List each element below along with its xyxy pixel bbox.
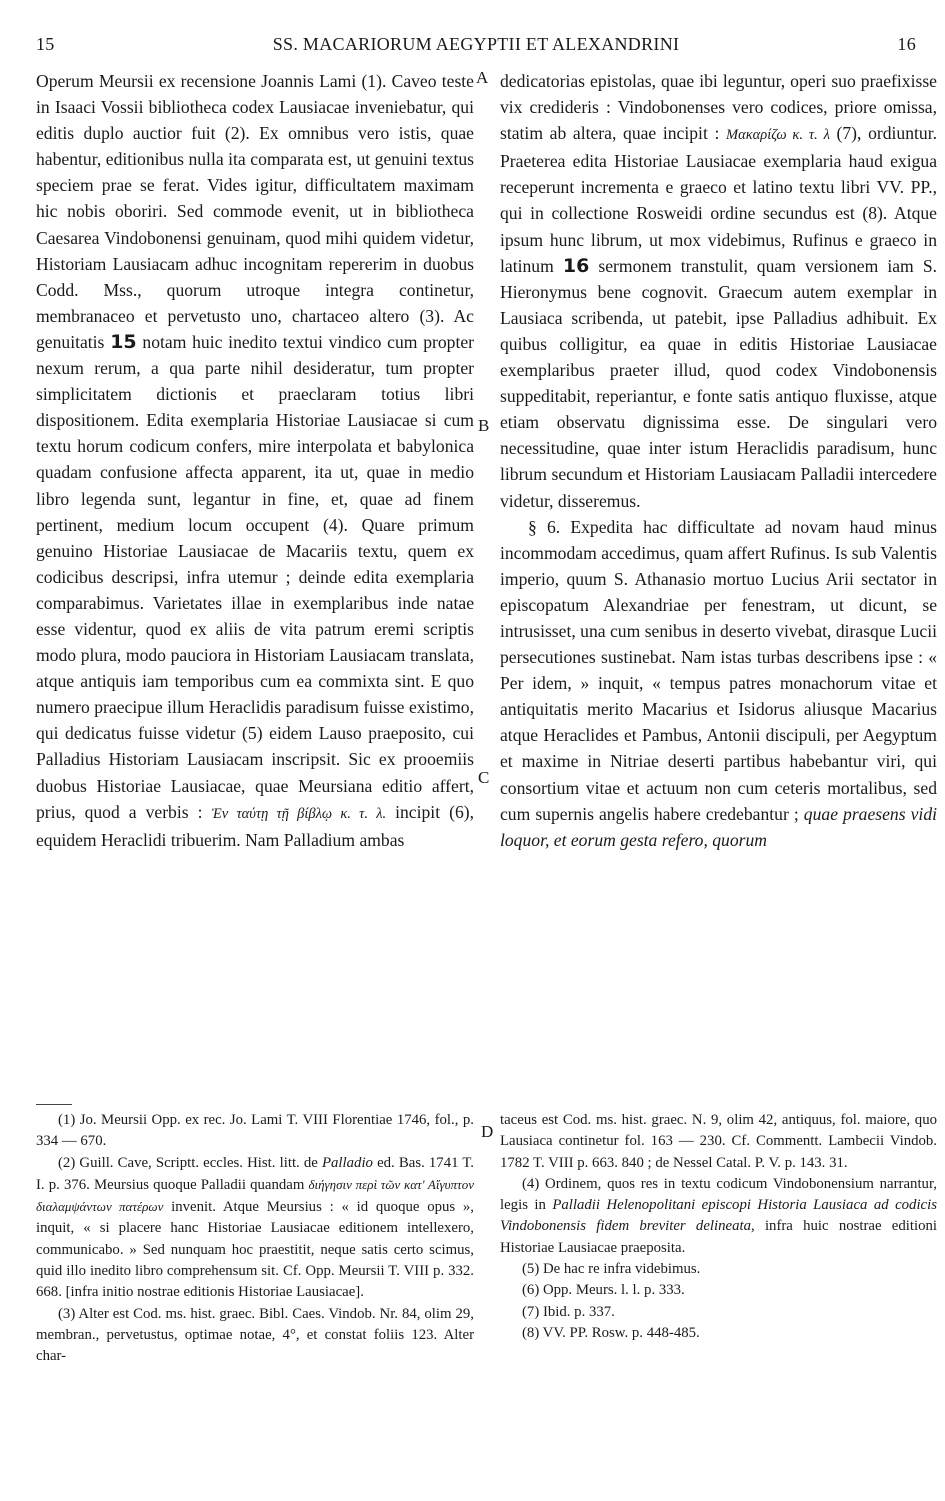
left-text-3: incipit (6), equidem Heraclidi tribuerim. Nam Palladium ambas — [36, 801, 474, 850]
footnotes-left — [36, 1110, 474, 1368]
footnote-3-continued: taceus est Cod. ms. hist. graec. N. 9, olim 42, antiquus, fol. maiore, quo Lausiaca continetur fol. 163 — 230. Cf. Commentt. Lambecii Vindob. 1782 T. VIII p. 663. 840 ; de Nessel Catal. P. V. p. 143. 31. — [500, 1112, 937, 1171]
running-title: SS. MACARIORUM AEGYPTII ET ALEXANDRINI — [272, 34, 680, 54]
footnote-2-text-c: invenit. Atque Meursius : « id quoque opus », inquit, « si placere hanc Historiae Lausiacae editionem intellexero, communicabo. » Sed nunquam hoc praestitit, neque satis certo scimus, quid illo inedito libro comprehensum sit. Cf. Opp. Meursii T. VIII p. 332. 668. [infra initio nostrae editionis Historiae Lausiacae]. — [36, 1199, 474, 1301]
greek-quote-left: Ἐν ταύτῃ τῇ βίβλῳ κ. τ. λ. — [211, 805, 387, 822]
footnote-4-italic: Palladii Helenopolitani episcopi Historia Lausiaca ad codicis Vindobonensis fidem breviter delineata, — [500, 1197, 937, 1235]
right-column — [500, 68, 937, 853]
footnotes-right — [500, 1110, 937, 1344]
footnote-1: (1) Jo. Meursii Opp. ex rec. Jo. Lami T. VIII Florentiae 1746, fol., p. 334 — 670. — [36, 1112, 474, 1150]
right-text-3: sermonem transtulit, quam versionem iam S. Hieronymus bene cognovit. Graecum autem exemplar in Lausiaca scribenda, ut patebit, ipse Palladius adhibuit. Ex quibus colligitur, ea quae in editis Historiae Lausiacae exemplaribus praeter illud, quod codex Vindobonensis suppeditabit, reperiantur, e fonte satis antiquo fluxisse, atque etiam observatu dignissima esse. De singulari vero necessitudine, quae inter istum Heraclidis paradisum, hunc librum secundum et Historiam Lausiacam Palladii intercedere videtur, disseremus. — [500, 255, 937, 511]
footnote-5: (5) De hac re infra videbimus. — [522, 1261, 701, 1278]
page-number-left: 15 — [36, 34, 55, 54]
running-header — [36, 34, 916, 58]
footnote-2-greek: διήγησιν περὶ τῶν κατ' Αἴγυπτον διαλαμψάντων πατέρων — [36, 1176, 474, 1215]
left-paragraph — [36, 68, 474, 853]
right-paragraph-2 — [500, 514, 937, 853]
italic-quote: quae praesens vidi loquor, et eorum gesta refero, quorum — [500, 803, 937, 850]
footnote-8: (8) VV. PP. Rosw. p. 448-485. — [522, 1324, 700, 1341]
right-text-2: (7), ordiuntur. Praeterea edita Historiae Lausiacae exemplaria haud exigua receperunt incrementa e graeco et latino textu libri VV. PP., qui in collectione Rosweidi ordine secundus est (8). Atque ipsum hunc librum, ut mox videbimus, Rufinus e graeco in latinum — [500, 123, 937, 276]
footnote-2-text-a: (2) Guill. Cave, Scriptt. eccles. Hist. litt. de — [58, 1154, 318, 1171]
footnote-4-text-b: infra huic nostrae editioni Historiae Lausiacae praeposita. — [500, 1218, 937, 1256]
margin-letter-a: A — [476, 68, 489, 87]
greek-quote-right: Μακαρίζω κ. τ. λ — [726, 127, 830, 144]
left-text-2: notam huic inedito textui vindico cum propter nexum rerum, a qua parte nihil desideratur, tum propter simplicitatem dictionis et praeclaram totius libri dispositionem. Edita exemplaria Historiae Lausiacae si cum textu horum codicum confers, mire interpolata et babylonica quadam confusione affecta apparent, ita ut, quae in medio libro legenda sunt, legantur in fine, et, quae ad finem pertinent, medium locum occupent (4). Quare primum genuino Historiae Lausiacae de Macariis textu, quem ex codicibus descripsi, infra utemur ; deinde edita exemplaria comparabimus. Varietates illae in exemplaribus inde natae esse videntur, quod ex aliis de vita patrum eremi scriptis modo plura, modo pauciora in Historiam Lausiacam translata, atque antiquis iam temporibus cum ea commixta sint. E quo numero praecipue illum Heraclidis paradisum fuisse existimo, qui dedicatus fuisse videtur (5) eidem Lauso praeposito, cui Palladius Historiam Lausiacam inscripsit. Sic ex prooemiis duobus Historiae Lausiacae, quae Meursiana editio affert, prius, quod a verbis : — [36, 331, 474, 822]
footnote-4-text-a: (4) Ordinem, quos res in textu codicum Vindobonensium narrantur, legis in — [500, 1175, 937, 1214]
page-number-right: 16 — [897, 34, 916, 54]
footnote-2 — [36, 1153, 474, 1304]
left-text-1: Operum Meursii ex recensione Joannis Lami (1). Caveo teste in Isaaci Vossii bibliotheca codex Lausiacae inveniebatur, qui editis duplo auctior fuit (2). Ex omnibus vero istis, quae habentur, editionibus nulla ita comparata est, ut genuini textus speciem prae se ferat. Vides igitur, difficultatem maximam hic nobis oboriri. Sed commode evenit, ut in bibliotheca Caesarea Vindobonensi genuinam, quod mihi quidem videtur, Historiam Lausiacam adhuc incognitam repererim in duobus Codd. Mss., quorum utroque integra continetur, membranaceo et pervetusto uno, chartaceo altero (3). Ac genuitatis — [36, 71, 474, 352]
right-text-1: dedicatorias epistolas, quae ibi leguntur, operi suo praefixisse vix credideris : Vindobonenses vero codices, priore omissa, statim ab altera, quae incipit : — [500, 71, 937, 144]
footnote-2-text-b: ed. Bas. 1741 T. I. p. 376. Meursius quoque Palladii quandam — [36, 1154, 475, 1193]
footnote-6: (6) Opp. Meurs. l. l. p. 333. — [522, 1282, 685, 1299]
footnote-4 — [500, 1174, 937, 1259]
margin-letter-c: C — [478, 768, 490, 787]
margin-letter-b: B — [478, 416, 490, 435]
marginal-page-mark-15: 15 — [110, 330, 137, 353]
footnote-3: (3) Alter est Cod. ms. hist. graec. Bibl. Caes. Vindob. Nr. 84, olim 29, membran., pervetustus, optimae notae, 4°, et constat foliis 123. Alter char- — [36, 1305, 474, 1365]
footnote-rule — [36, 1104, 72, 1105]
marginal-page-mark-16: 16 — [562, 254, 590, 277]
left-column — [36, 68, 474, 853]
section-6-text: § 6. Expedita hac difficultate ad novam haud minus incommodam accedimus, quam affert Rufinus. Is sub Valentis imperio, quum S. Athanasio mortuo Lucius Arii sectator in episcopatum Alexandriae per fenestram, ut dicunt, se intrusisset, una cum senibus in deserto vivebat, dirasque Lucii persecutiones sustinebat. Nam istas turbas describens ipse : « Per idem, » inquit, « tempus patres monachorum vitae et antiquitatis merito Macarius et Isidorus aliusque Macarius atque Heraclides et Pambus, Antonii discipuli, per Aegyptum et maxime in Nitriae deserti partibus habebantur viri, qui consortium vitae et actuum non cum ceteris mortalibus, sed cum supernis angelis habere credebantur ; — [500, 516, 937, 824]
footnote-7: (7) Ibid. p. 337. — [522, 1303, 615, 1320]
margin-letter-d: D — [481, 1122, 494, 1141]
footnote-2-italic: Palladio — [321, 1154, 373, 1171]
right-paragraph-1 — [500, 68, 937, 514]
